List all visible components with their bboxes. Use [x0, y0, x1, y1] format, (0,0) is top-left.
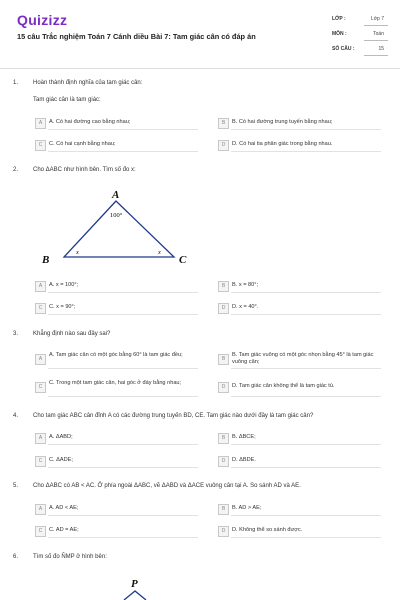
option-underline — [231, 314, 381, 315]
question-3-option-d[interactable] — [218, 378, 383, 398]
meta-class — [332, 14, 388, 26]
option-underline — [48, 129, 198, 130]
document-header — [0, 0, 400, 70]
option-underline — [48, 444, 198, 445]
question-3-number: 3. — [13, 331, 19, 337]
option-letter-box: D — [218, 382, 229, 393]
question-1-option-c[interactable] — [35, 139, 200, 153]
option-underline — [48, 368, 198, 369]
question-1-number: 1. — [13, 80, 19, 86]
option-text: D. x = 40°. — [232, 304, 259, 310]
question-4-number: 4. — [13, 413, 19, 419]
option-text: B. Có hai đường trung tuyến bằng nhau; — [232, 119, 333, 125]
meta-underline — [364, 25, 388, 26]
header-divider — [0, 68, 400, 69]
option-text: C. AD = AE; — [49, 527, 79, 533]
option-underline — [231, 444, 381, 445]
meta-class-value: Lớp 7 — [370, 16, 384, 22]
option-underline — [48, 467, 198, 468]
option-text: C. Có hai cạnh bằng nhau; — [49, 141, 116, 147]
option-underline — [48, 292, 198, 293]
option-letter-box: D — [218, 303, 229, 314]
option-letter-box: A — [35, 504, 46, 515]
meta-subject — [332, 29, 388, 41]
meta-subject-value: Toán — [373, 31, 384, 37]
question-1-text: Hoàn thành định nghĩa của tam giác cân: — [33, 80, 143, 86]
option-text: A. Có hai đường cao bằng nhau; — [49, 119, 131, 125]
option-underline — [231, 129, 381, 130]
option-underline — [231, 368, 381, 369]
meta-subject-label: MÔN : — [332, 31, 347, 37]
option-underline — [48, 151, 198, 152]
question-5-option-b[interactable] — [218, 503, 383, 517]
question-3-option-c[interactable] — [35, 378, 200, 398]
question-2-text: Cho ΔABC như hình bên. Tìm số đo x: — [33, 167, 136, 173]
question-4-text: Cho tam giác ABC cân đỉnh A có các đường trung tuyến BD, CE. Tam giác nào dưới đây là tam giác cân? — [33, 413, 314, 419]
option-letter-box: B — [218, 118, 229, 129]
meta-count-value: 15 — [378, 46, 384, 52]
question-4-option-d[interactable] — [218, 455, 383, 469]
option-underline — [231, 292, 381, 293]
vertex-a-label: A — [112, 189, 120, 201]
option-text: A. ΔABD; — [49, 434, 73, 440]
quizizz-logo: Quizizz — [17, 12, 68, 28]
option-text: C. Trong một tam giác cân, hai góc ở đáy bằng nhau; — [49, 380, 182, 386]
vertex-p-label: P — [131, 578, 138, 590]
option-text: D. ΔBDE. — [232, 457, 256, 463]
option-text: D. Có hai tia phân giác trong bằng nhau. — [232, 141, 333, 147]
question-6-text: Tìm số đo N̂MP ở hình bên: — [33, 554, 107, 560]
option-letter-box: C — [35, 456, 46, 467]
option-letter-box: B — [218, 281, 229, 292]
question-5-number: 5. — [13, 483, 19, 489]
question-1-option-d[interactable] — [218, 139, 383, 153]
vertex-b-label: B — [42, 254, 50, 266]
question-2-option-d[interactable] — [218, 302, 383, 316]
question-5-text: Cho ΔABC có AB < AC. Ở phía ngoài ΔABC, vẽ ΔABD và ΔACE vuông cân tại A. So sánh AD và AE. — [33, 483, 301, 489]
option-underline — [231, 515, 381, 516]
question-5-option-d[interactable] — [218, 525, 383, 539]
option-letter-box: A — [35, 433, 46, 444]
question-3-option-a[interactable] — [35, 350, 200, 370]
option-underline — [48, 515, 198, 516]
question-2-option-a[interactable] — [35, 280, 200, 294]
option-letter-box: A — [35, 354, 46, 365]
question-2-option-c[interactable] — [35, 302, 200, 316]
option-letter-box: C — [35, 303, 46, 314]
meta-underline — [364, 55, 388, 56]
option-letter-box: D — [218, 140, 229, 151]
meta-count-label: SỐ CÂU : — [332, 46, 355, 52]
meta-class-label: LỚP : — [332, 16, 346, 22]
option-underline — [48, 314, 198, 315]
meta-count — [332, 44, 388, 56]
triangle-mnp-figure — [110, 572, 170, 600]
question-4-option-c[interactable] — [35, 455, 200, 469]
option-text: B. ΔBCE; — [232, 434, 256, 440]
option-text: B. x = 80°; — [232, 282, 259, 288]
option-text: D. Không thể so sánh được. — [232, 527, 303, 533]
option-underline — [231, 396, 381, 397]
angle-c-label: x — [158, 249, 161, 256]
angle-b-label: x — [76, 249, 79, 256]
question-4-option-a[interactable] — [35, 432, 200, 446]
option-text: A. AD < AE; — [49, 505, 79, 511]
apex-angle-label: 100° — [110, 212, 123, 219]
option-letter-box: B — [218, 354, 229, 365]
option-text: A. Tam giác cân có một góc bằng 60° là tam giác đều; — [49, 352, 183, 358]
option-underline — [231, 467, 381, 468]
question-6-number: 6. — [13, 554, 19, 560]
option-letter-box: B — [218, 433, 229, 444]
option-text: D. Tam giác cân không thể là tam giác tù. — [232, 383, 335, 389]
option-text: C. ΔADE; — [49, 457, 73, 463]
question-1-option-a[interactable] — [35, 117, 200, 131]
option-letter-box: A — [35, 281, 46, 292]
option-letter-box: D — [218, 526, 229, 537]
option-underline — [231, 537, 381, 538]
option-text: A. x = 100°; — [49, 282, 79, 288]
option-letter-box: A — [35, 118, 46, 129]
option-underline — [48, 537, 198, 538]
question-2-number: 2. — [13, 167, 19, 173]
question-1-subtext: Tam giác cân là tam giác: — [33, 97, 101, 103]
document-title: 15 câu Trắc nghiệm Toán 7 Cánh diều Bài 7: Tam giác cân có đáp án — [17, 32, 256, 41]
question-3-option-b[interactable] — [218, 350, 383, 370]
option-text: B. Tam giác vuông có một góc nhọn bằng 45° là tam giác vuông cân; — [232, 352, 374, 366]
question-2-option-b[interactable] — [218, 280, 383, 294]
option-letter-box: D — [218, 456, 229, 467]
triangle-mnp-apex — [124, 591, 146, 600]
option-underline — [48, 396, 198, 397]
option-letter-box: C — [35, 382, 46, 393]
option-underline — [231, 151, 381, 152]
question-4-option-b[interactable] — [218, 432, 383, 446]
option-text: C. x = 90°; — [49, 304, 76, 310]
question-5-option-c[interactable] — [35, 525, 200, 539]
option-letter-box: C — [35, 140, 46, 151]
option-text: B. AD > AE; — [232, 505, 262, 511]
triangle-abc-figure — [36, 183, 196, 268]
question-3-text: Khẳng định nào sau đây sai? — [33, 331, 111, 337]
option-letter-box: B — [218, 504, 229, 515]
question-5-option-a[interactable] — [35, 503, 200, 517]
question-1-option-b[interactable] — [218, 117, 383, 131]
option-letter-box: C — [35, 526, 46, 537]
meta-underline — [364, 40, 388, 41]
vertex-c-label: C — [179, 254, 187, 266]
